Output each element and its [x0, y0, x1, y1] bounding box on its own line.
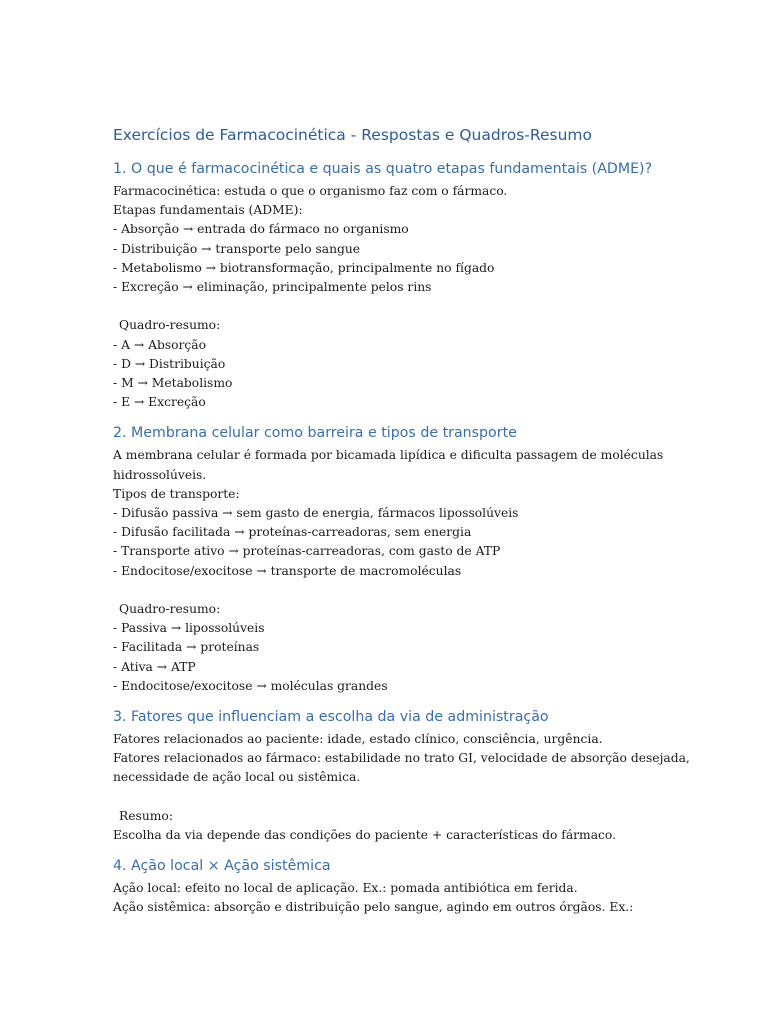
section-4	[113, 855, 673, 917]
sections-container	[113, 158, 690, 918]
text-line: Farmacocinética: estuda o que o organismo faz com o fármaco.	[113, 184, 508, 198]
text-line: A membrana celular é formada por bicamada lipídica e dificulta passagem de moléculas	[113, 448, 664, 463]
text-line: hidrossolúveis.	[113, 467, 207, 482]
text-line: - M → Metabolismo	[113, 376, 233, 391]
blank-line	[113, 297, 673, 316]
blank-line	[113, 788, 673, 807]
text-line: - Endocitose/exocitose → moléculas grandes	[113, 678, 388, 693]
section-heading: 4. Ação local × Ação sistêmica	[113, 858, 331, 875]
text-line: - Facilitada → proteínas	[113, 640, 260, 655]
text-line: - D → Distribuição	[113, 356, 226, 371]
section-3	[113, 706, 690, 845]
summary-label: Quadro-resumo:	[119, 318, 221, 333]
section-2	[113, 422, 673, 696]
section-heading: 1. O que é farmacocinética e quais as quatro etapas fundamentais (ADME)?	[113, 161, 653, 177]
text-line: Fatores relacionados ao fármaco: estabilidade no trato GI, velocidade de absorção desejada,	[113, 751, 690, 766]
text-line: Etapas fundamentais (ADME):	[113, 203, 303, 218]
text-line: necessidade de ação local ou sistêmica.	[113, 770, 361, 785]
text-line: - Distribuição → transporte pelo sangue	[113, 241, 361, 256]
text-line: Ação sistêmica: absorção e distribuição pelo sangue, agindo em outros órgãos. Ex.:	[113, 900, 634, 915]
text-line: - A → Absorção	[113, 337, 207, 352]
text-line: - Endocitose/exocitose → transporte de macromoléculas	[113, 563, 462, 578]
document-content	[113, 124, 690, 928]
text-line: Ação local: efeito no local de aplicação. Ex.: pomada antibiótica em ferida.	[113, 881, 578, 896]
text-line: - Absorção → entrada do fármaco no organismo	[113, 222, 409, 237]
section-heading: 3. Fatores que influenciam a escolha da via de administração	[113, 709, 549, 726]
text-line: Fatores relacionados ao paciente: idade, estado clínico, consciência, urgência.	[113, 732, 603, 747]
section-heading: 2. Membrana celular como barreira e tipos de transporte	[113, 425, 517, 442]
text-line: - Difusão facilitada → proteínas-carreadoras, sem energia	[113, 525, 472, 540]
blank-line	[113, 581, 673, 600]
section-1	[113, 158, 673, 412]
summary-label: Quadro-resumo:	[119, 602, 221, 617]
text-line: - Transporte ativo → proteínas-carreadoras, com gasto de ATP	[113, 544, 501, 559]
text-line: - Difusão passiva → sem gasto de energia, fármacos lipossolúveis	[113, 506, 519, 521]
text-line: - E → Excreção	[113, 395, 206, 410]
text-line: Tipos de transporte:	[113, 486, 240, 501]
document-title: Exercícios de Farmacocinética - Respostas e Quadros-Resumo	[113, 126, 592, 144]
text-line: - Passiva → lipossolúveis	[113, 621, 265, 636]
text-line: - Excreção → eliminação, principalmente pelos rins	[113, 280, 432, 295]
text-line: - Ativa → ATP	[113, 659, 196, 674]
text-line: Escolha da via depende das condições do paciente + características do fármaco.	[113, 828, 617, 843]
text-line: - Metabolismo → biotransformação, principalmente no fígado	[113, 260, 495, 275]
summary-label: Resumo:	[119, 808, 173, 823]
